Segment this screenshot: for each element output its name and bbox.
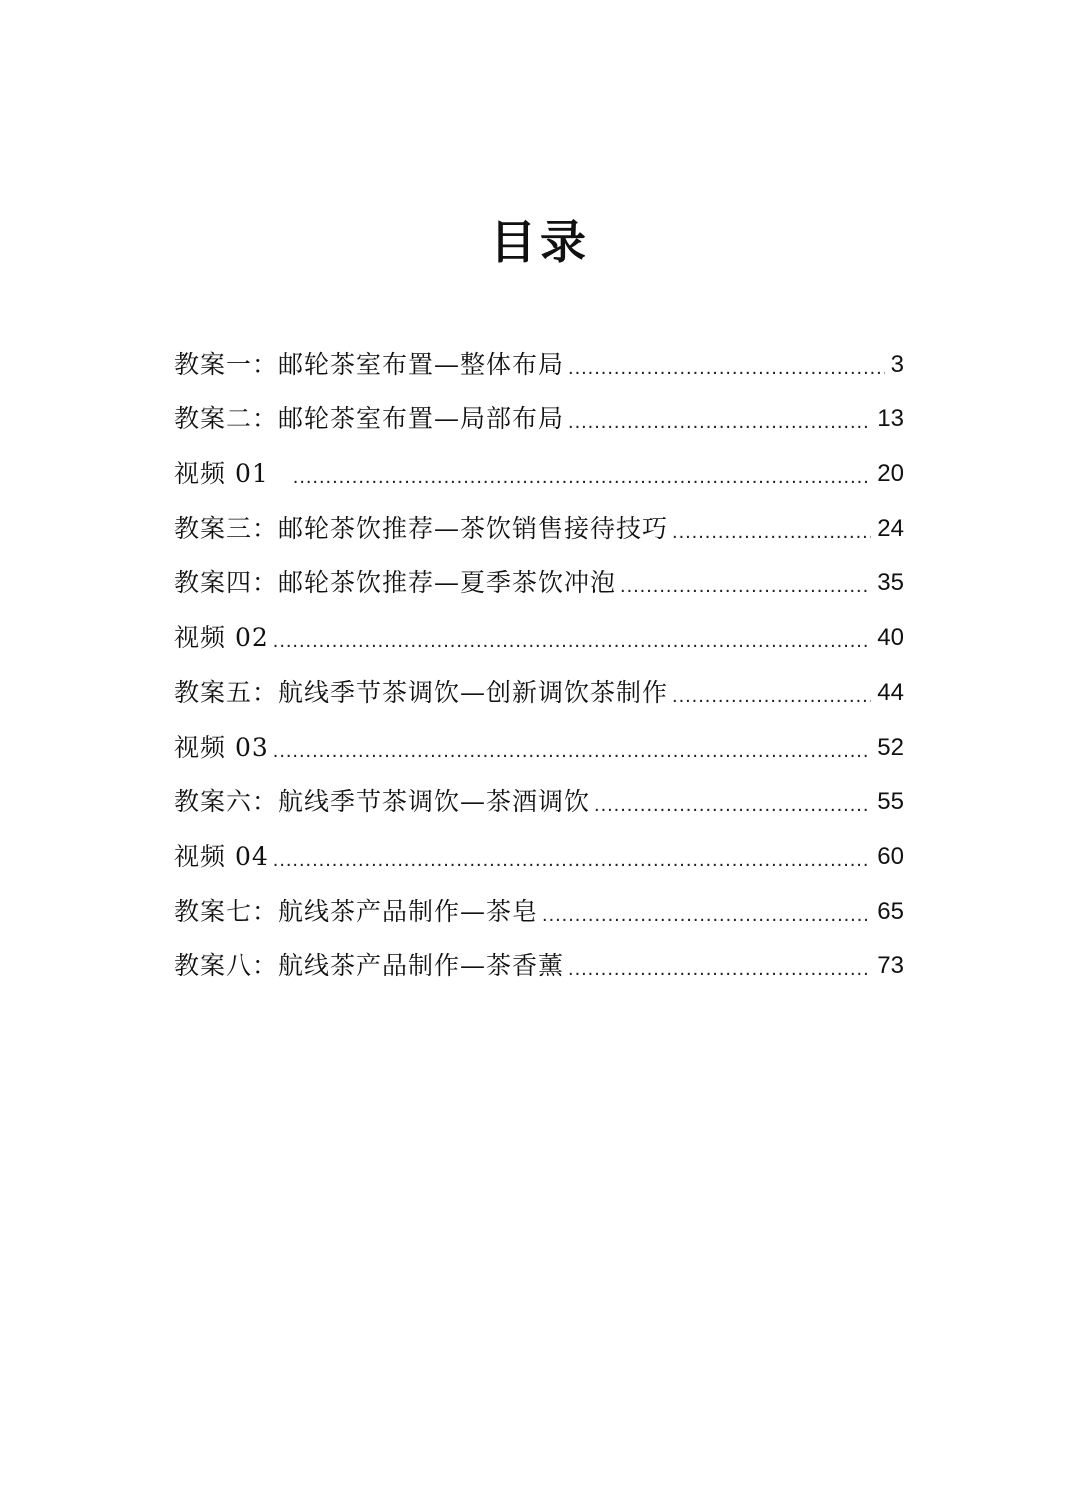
toc-entry[interactable] (174, 720, 904, 775)
toc-entry[interactable] (174, 884, 904, 939)
toc-entry-page: 24 (877, 514, 904, 542)
toc-entry-label: 视频 04 (174, 841, 269, 871)
toc-entry-page: 13 (877, 405, 904, 433)
toc-entry-label: 教案二：邮轮茶室布置—局部布局 (174, 404, 565, 434)
toc-entry[interactable] (174, 665, 904, 720)
toc-dot-leader (594, 781, 871, 829)
toc-dot-leader (568, 945, 871, 993)
toc-entry-label: 视频 03 (174, 732, 269, 762)
toc-entry[interactable] (174, 337, 904, 392)
toc-dot-leader (273, 617, 872, 665)
toc-entry[interactable] (174, 829, 904, 884)
toc-entry-label: 教案六：航线季节茶调饮—茶酒调饮 (174, 787, 591, 817)
toc-dot-leader (542, 891, 871, 939)
toc-dot-leader (293, 453, 872, 501)
toc-entry-page: 52 (877, 733, 904, 761)
toc-entry-label: 教案一：邮轮茶室布置—整体布局 (174, 349, 565, 379)
toc-entry[interactable] (174, 939, 904, 994)
toc-dot-leader (620, 562, 871, 610)
toc-entry-label: 教案四：邮轮茶饮推荐—夏季茶饮冲泡 (174, 568, 617, 598)
toc-dot-leader (273, 836, 872, 884)
toc-dot-leader (672, 508, 871, 556)
toc-entry-label: 教案五：航线季节茶调饮—创新调饮茶制作 (174, 677, 669, 707)
toc-entry-page: 73 (877, 952, 904, 980)
toc-entry-page: 40 (877, 624, 904, 652)
toc-entry-page: 3 (890, 350, 904, 378)
toc-entry-page: 60 (877, 842, 904, 870)
toc-entry[interactable] (174, 556, 904, 611)
toc-entry-label: 教案三：邮轮茶饮推荐—茶饮销售接待技巧 (174, 513, 669, 543)
toc-entry[interactable] (174, 610, 904, 665)
toc-entry[interactable] (174, 446, 904, 501)
page-title: 目录 (490, 215, 590, 269)
toc-entry[interactable] (174, 501, 904, 556)
toc-entry-page: 44 (877, 678, 904, 706)
toc-entry-page: 20 (877, 460, 904, 488)
toc-dot-leader (568, 344, 885, 392)
toc-entry-page: 35 (877, 569, 904, 597)
toc-dot-leader (672, 672, 871, 720)
toc-entry-page: 55 (877, 788, 904, 816)
toc-entry-page: 65 (877, 897, 904, 925)
toc-entry-label: 教案七：航线茶产品制作—茶皂 (174, 896, 539, 926)
toc-entry-label: 教案八：航线茶产品制作—茶香薰 (174, 951, 565, 981)
toc-entry[interactable] (174, 392, 904, 447)
table-of-contents (174, 337, 904, 993)
toc-entry-label: 视频 01 (174, 459, 269, 489)
toc-dot-leader (568, 398, 871, 446)
toc-dot-leader (273, 727, 872, 775)
toc-entry[interactable] (174, 775, 904, 830)
toc-entry-label: 视频 02 (174, 623, 269, 653)
